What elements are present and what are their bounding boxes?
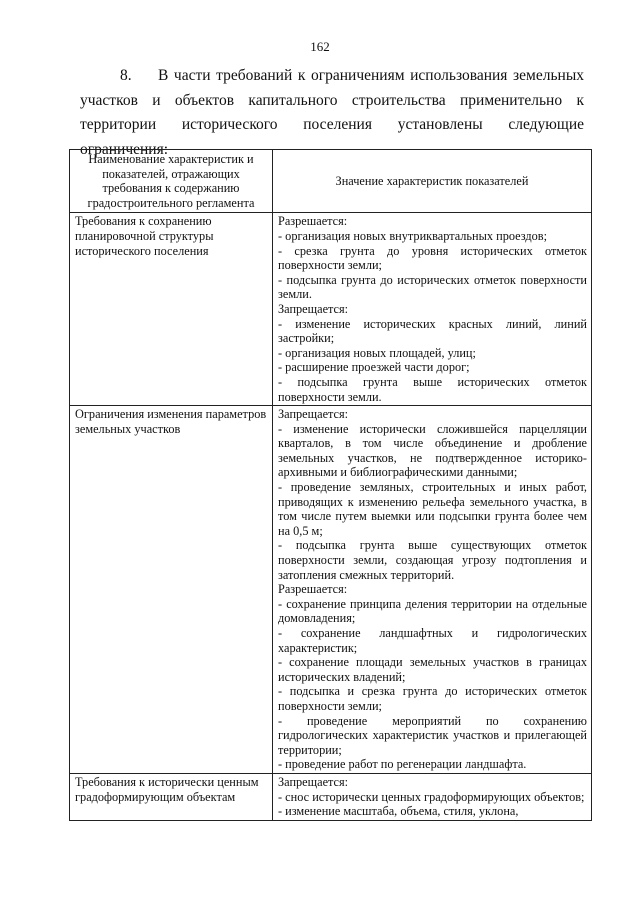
table-row — [70, 213, 592, 406]
value-line: - сохранение площади земельных участков в границах исторических владений; — [278, 655, 587, 684]
value-line: - организация новых внутриквартальных проездов; — [278, 228, 548, 243]
table-row — [70, 773, 592, 820]
value-line: - срезка грунта до уровня исторических отметок поверхности земли; — [278, 243, 587, 273]
value-line: - проведение мероприятий по сохранению гидрологических характеристик участков и прилегающей территории; — [278, 713, 587, 757]
restrictions-table — [69, 149, 592, 821]
row-value — [273, 213, 592, 406]
value-line: - проведение работ по регенерации ландшафта. — [278, 757, 527, 772]
value-line: - изменение исторически сложившейся парцелляции кварталов, в том числе объединение и дробление земельных участков, не подтвержденное историко-архивными и библиографическими данными; — [278, 421, 587, 480]
value-line: - снос исторически ценных градоформирующих объектов; — [278, 789, 585, 804]
row-name: Требования к исторически ценным градоформирующим объектам — [70, 773, 273, 820]
row-value — [273, 773, 592, 820]
value-line: - изменение масштаба, объема, стиля, уклона, — [278, 804, 519, 819]
row-name: Требования к сохранению планировочной структуры исторического поселения — [70, 213, 273, 406]
value-line: Запрещается: — [278, 301, 349, 316]
value-line: - подсыпка грунта до исторических отметок поверхности земли. — [278, 272, 587, 302]
value-line: Разрешается: — [278, 582, 348, 597]
page-number: 162 — [310, 39, 330, 54]
value-line: - подсыпка и срезка грунта до исторических отметок поверхности земли; — [278, 684, 587, 713]
header-characteristic-value: Значение характеристик показателей — [273, 150, 592, 213]
clause-number: 8. — [120, 67, 132, 84]
value-line: Разрешается: — [278, 214, 348, 229]
row-name: Ограничения изменения параметров земельных участков — [70, 406, 273, 774]
value-line: - подсыпка грунта выше исторических отметок поверхности земли. — [278, 374, 587, 404]
table-row — [70, 406, 592, 774]
intro-paragraph — [80, 64, 584, 162]
value-line: - проведение земляных, строительных и иных работ, приводящих к изменению рельефа земельного участка, в том числе путем выемки или подсыпки грунта более чем на 0,5 м; — [278, 480, 587, 538]
row-value — [273, 406, 592, 774]
value-line: Запрещается: — [278, 774, 349, 789]
value-line: - расширение проезжей части дорог; — [278, 360, 470, 375]
clause-text: В части требований к ограничениям использования земельных участков и объектов капитального строительства применительно к территории исторического поселения установлены следующие ограничения: — [80, 67, 584, 158]
table-header-row — [70, 150, 592, 213]
value-line: - подсыпка грунта выше существующих отметок поверхности земли, создающая угрозу подтопления и затопления смежных территорий. — [278, 538, 587, 582]
value-line: - организация новых площадей, улиц; — [278, 345, 476, 360]
value-line: - сохранение ландшафтных и гидрологических характеристик; — [278, 626, 587, 655]
value-line: - изменение исторических красных линий, линий застройки; — [278, 316, 587, 346]
value-line: Запрещается: — [278, 407, 349, 422]
header-characteristic-name: Наименование характеристик и показателей, отражающих требования к содержанию градостроительного регламента — [70, 150, 273, 213]
value-line: - сохранение принципа деления территории на отдельные домовладения; — [278, 596, 587, 626]
